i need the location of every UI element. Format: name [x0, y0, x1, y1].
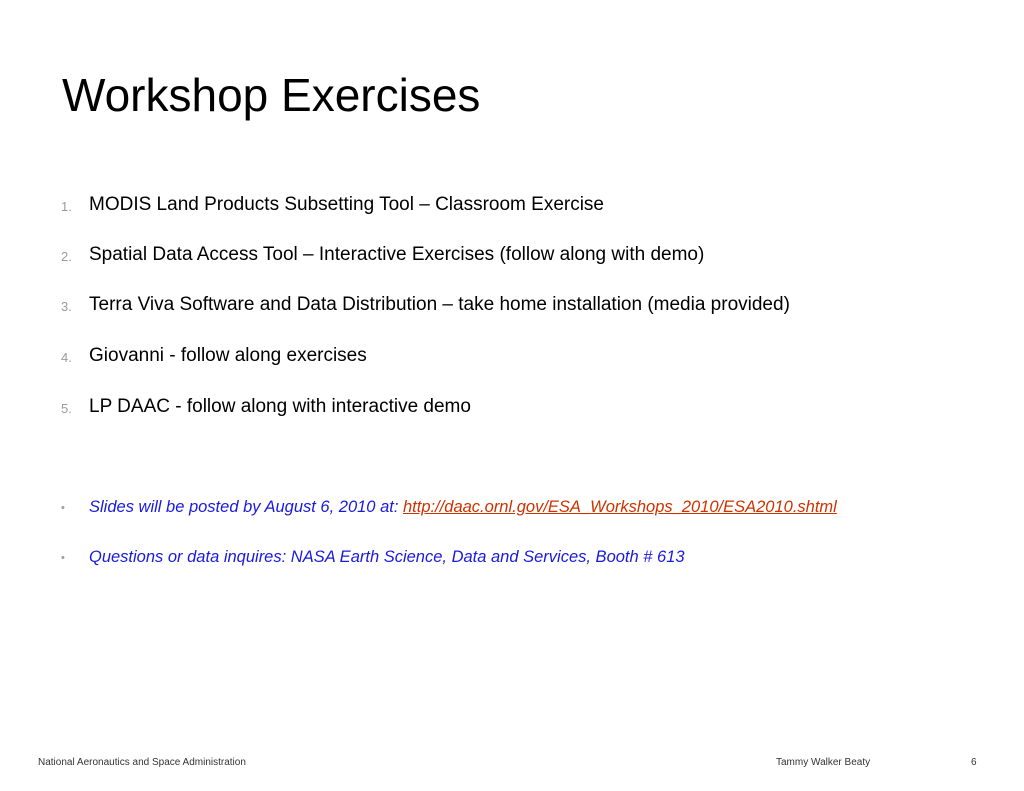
list-item-text: Giovanni - follow along exercises — [89, 345, 367, 366]
footer-page-number: 6 — [971, 757, 977, 768]
footer-organization: National Aeronautics and Space Administration — [38, 757, 246, 768]
bullet-icon: • — [61, 502, 65, 514]
footer-author: Tammy Walker Beaty — [776, 757, 871, 768]
list-number: 3. — [61, 299, 72, 314]
list-number: 4. — [61, 350, 72, 365]
list-number: 1. — [61, 199, 72, 214]
list-item-text: MODIS Land Products Subsetting Tool – Classroom Exercise — [89, 194, 604, 215]
note-text-questions: Questions or data inquires: NASA Earth Science, Data and Services, Booth # 613 — [89, 548, 685, 566]
bullet-icon: • — [61, 552, 65, 564]
note-text-slides — [89, 499, 837, 516]
note-label: Slides will be posted by August 6, 2010 at: — [89, 498, 403, 516]
list-item-text: LP DAAC - follow along with interactive demo — [89, 396, 471, 417]
list-item-text: Spatial Data Access Tool – Interactive Exercises (follow along with demo) — [89, 244, 705, 265]
slide-title: Workshop Exercises — [62, 69, 481, 121]
slides-url-link[interactable]: http://daac.ornl.gov/ESA_Workshops_2010/ESA2010.shtml — [403, 498, 837, 516]
list-number: 2. — [61, 249, 72, 264]
list-item-text: Terra Viva Software and Data Distribution – take home installation (media provided) — [89, 294, 790, 315]
list-number: 5. — [61, 401, 72, 416]
